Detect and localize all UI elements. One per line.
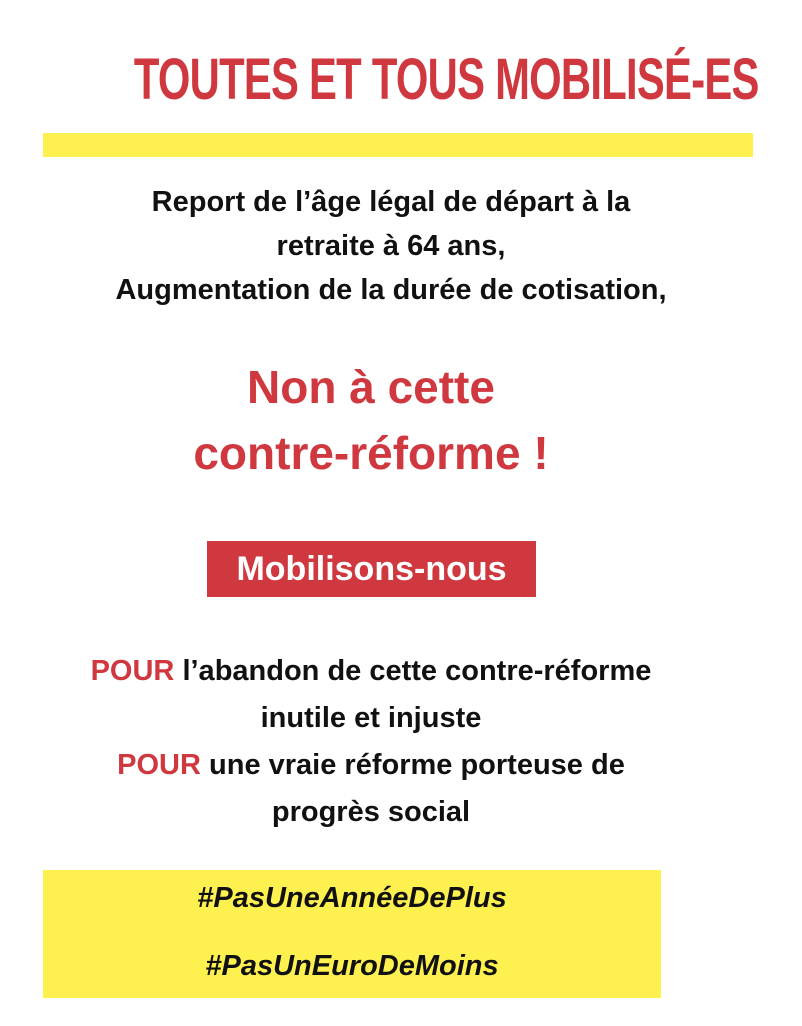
hashtag-box <box>43 870 661 998</box>
demand-line <box>15 742 727 789</box>
intro-line-1: Report de l’âge légal de départ à la <box>151 186 631 218</box>
demand-text: l’abandon de cette contre-réforme <box>174 655 652 687</box>
demands-list <box>15 648 727 836</box>
mobilisons-nous-banner: Mobilisons-nous <box>207 541 536 597</box>
slogan <box>20 354 722 486</box>
slogan-line-1: Non à cette <box>247 361 495 413</box>
demand-keyword: POUR <box>117 749 201 781</box>
intro-line-2: retraite à 64 ans, <box>276 230 506 262</box>
hashtag-pas-une-annee-de-plus: #PasUneAnnéeDePlus <box>197 882 507 914</box>
yellow-underline-bar <box>43 133 753 157</box>
demand-text: progrès social <box>271 796 471 828</box>
demand-line <box>15 789 727 836</box>
headline: TOUTES ET TOUS MOBILISÉ-ES <box>133 47 759 112</box>
demand-line <box>15 695 727 742</box>
slogan-line-2: contre-réforme ! <box>193 427 549 479</box>
hashtag-pas-un-euro-de-moins: #PasUnEuroDeMoins <box>205 950 499 982</box>
intro-text <box>20 180 762 312</box>
demand-text: inutile et injuste <box>260 702 482 734</box>
demand-keyword: POUR <box>90 655 175 687</box>
demand-line <box>15 648 727 695</box>
demand-text: une vraie réforme porteuse de <box>200 749 625 781</box>
intro-line-3: Augmentation de la durée de cotisation, <box>115 274 667 306</box>
